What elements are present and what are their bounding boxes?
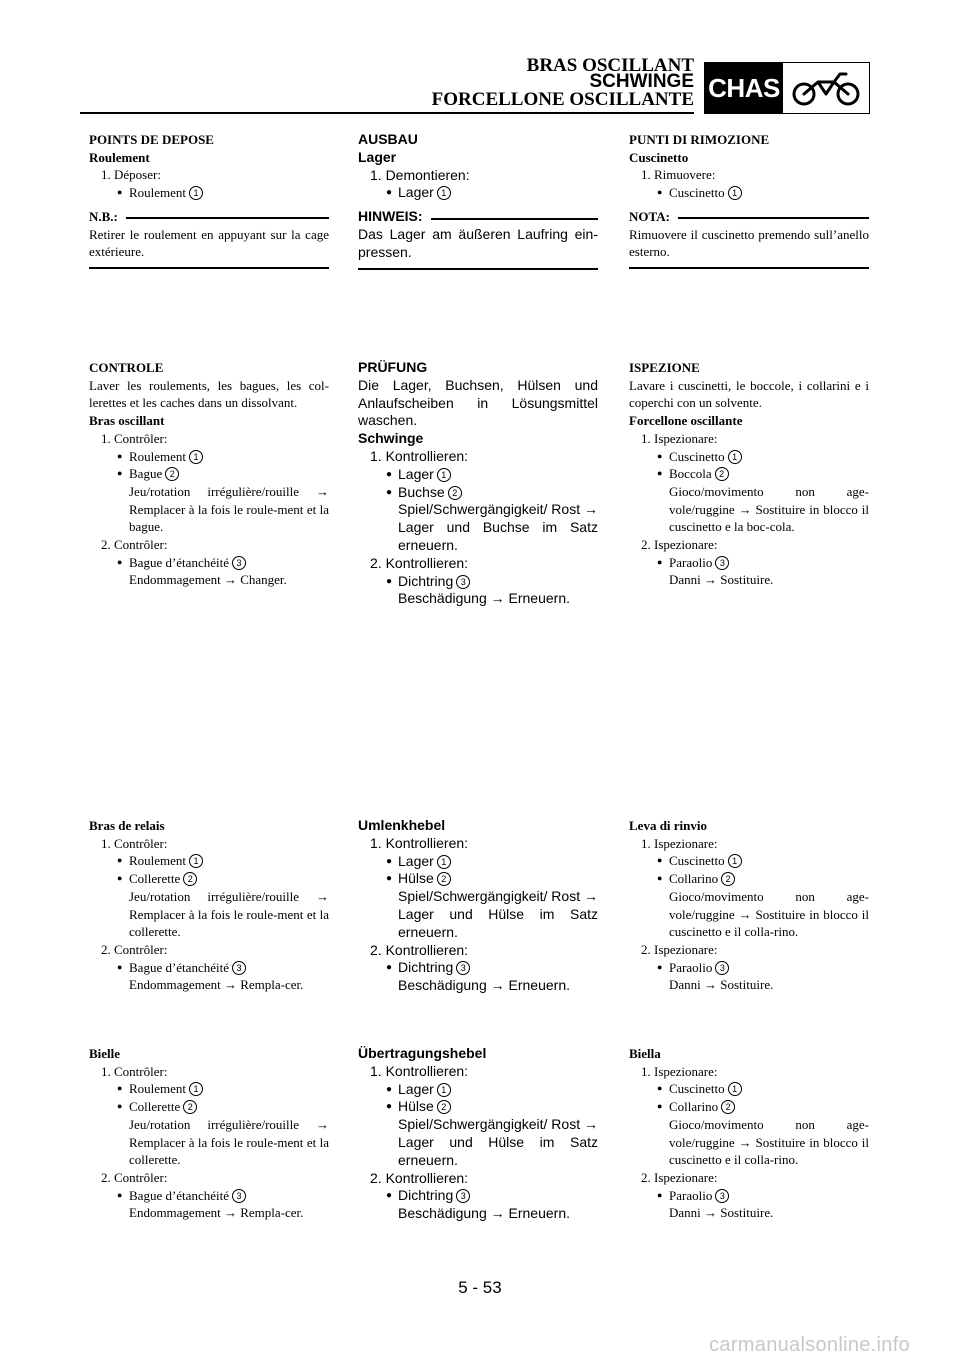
de-swingarm-title: Schwinge — [358, 430, 424, 447]
it-rod-item3: ● Paraolio 3 — [629, 1187, 869, 1205]
fr-rod-step1: 1. Contrôler: — [101, 1063, 168, 1079]
it-removal-section — [629, 131, 869, 269]
it-check-section — [629, 359, 869, 589]
fr-removal-section — [89, 131, 329, 269]
de-removal-title: AUSBAU — [358, 131, 418, 147]
it-relay-item2: ● Collarino 2 — [629, 870, 869, 888]
fr-rod-step2: 2. Contrôler: — [101, 1169, 168, 1185]
fr-swingarm-item3: ● Bague d’étanchéité 3 — [89, 554, 329, 572]
de-relay-desc1: Spiel/Schwergängigkeit/ Rost → Lager und Hülse im Satz erneuern. — [398, 888, 598, 940]
de-removal-item1: ● Lager 1 — [358, 184, 598, 202]
fr-rod-title: Bielle — [89, 1046, 121, 1061]
de-note-text: Das Lager am äußeren Laufring ein-pressen. — [358, 225, 598, 260]
it-removal-title: PUNTI DI RIMOZIONE — [629, 132, 770, 147]
fr-relay-step2: 2. Contrôler: — [101, 941, 168, 957]
de-removal-sub: Lager — [358, 148, 397, 165]
de-relay-step1: 1. Kontrollieren: — [370, 834, 469, 851]
de-note-label: HINWEIS: — [358, 208, 423, 225]
de-relay-title: Umlenkhebel — [358, 817, 446, 833]
fr-note-label: N.B.: — [89, 208, 118, 224]
de-relay-desc2: Beschädigung → Erneuern. — [398, 977, 570, 994]
de-rod-step2: 2. Kontrollieren: — [370, 1169, 469, 1186]
it-relay-desc1: Gioco/movimento non age-vole/ruggine → Sostituire in blocco il cuscinetto e il colla-rino. — [669, 888, 869, 940]
it-swingarm-title: Forcellone oscillante — [629, 413, 743, 429]
it-check-title: ISPEZIONE — [629, 360, 700, 375]
fr-rod-item3: ● Bague d’étanchéité 3 — [89, 1187, 329, 1205]
it-swingarm-step1: 1. Ispezionare: — [641, 430, 718, 446]
fr-check-section — [89, 359, 329, 589]
page-header — [380, 50, 870, 120]
de-rod-item3: ● Dichtring 3 — [358, 1187, 598, 1205]
fr-relay-desc1: Jeu/rotation irrégulière/rouille → Remplacer à la fois le roule-ment et la collerette. — [129, 888, 329, 940]
it-rod-title: Biella — [629, 1046, 661, 1061]
it-check-intro: Lavare i cuscinetti, le boccole, i collarini e i coperchi con un solvente. — [629, 377, 869, 411]
it-swingarm-step2: 2. Ispezionare: — [641, 537, 718, 553]
de-removal-section — [358, 131, 598, 270]
de-swingarm-desc1: Spiel/Schwergängigkeit/ Rost → Lager und Buchse im Satz erneuern. — [398, 501, 598, 553]
it-rod-desc2: Danni → Sostituire. — [669, 1205, 774, 1221]
de-swingarm-item3: ● Dichtring 3 — [358, 573, 598, 591]
de-check-intro: Die Lager, Buchsen, Hülsen und Anlaufscheiben in Lösungsmittel waschen. — [358, 376, 598, 429]
fr-rod-section — [89, 1045, 329, 1222]
it-rod-desc1: Gioco/movimento non age-vole/ruggine → Sostituire in blocco il cuscinetto e il colla-rino. — [669, 1116, 869, 1168]
fr-swingarm-desc1: Jeu/rotation irrégulière/rouille → Remplacer à la fois le roule-ment et la bague. — [129, 483, 329, 535]
it-relay-item1: ● Cuscinetto 1 — [629, 852, 869, 870]
it-swingarm-item2: ● Boccola 2 — [629, 465, 869, 483]
fr-rod-desc2: Endommagement → Rempla-cer. — [129, 1205, 304, 1221]
de-swingarm-step1: 1. Kontrollieren: — [370, 447, 469, 464]
it-relay-item3: ● Paraolio 3 — [629, 959, 869, 977]
it-rod-item2: ● Collarino 2 — [629, 1098, 869, 1116]
fr-swingarm-title: Bras oscillant — [89, 413, 165, 429]
de-rod-desc2: Beschädigung → Erneuern. — [398, 1205, 570, 1222]
it-removal-step1: 1. Rimuovere: — [641, 167, 716, 183]
fr-swingarm-step1: 1. Contrôler: — [101, 430, 168, 446]
title-it: FORCELLONE OSCILLANTE — [431, 89, 694, 110]
de-rod-item2: ● Hülse 2 — [358, 1098, 598, 1116]
fr-rod-item2: ● Collerette 2 — [89, 1098, 329, 1116]
it-relay-desc2: Danni → Sostituire. — [669, 977, 774, 993]
it-removal-sub: Cuscinetto — [629, 149, 689, 165]
it-swingarm-desc2: Danni → Sostituire. — [669, 572, 774, 588]
de-relay-item3: ● Dichtring 3 — [358, 959, 598, 977]
it-removal-item1: ● Cuscinetto 1 — [629, 184, 869, 202]
de-removal-step1: 1. Demontieren: — [370, 166, 470, 183]
it-relay-step1: 1. Ispezionare: — [641, 835, 718, 851]
fr-rod-desc1: Jeu/rotation irrégulière/rouille → Remplacer à la fois le roule-ment et la collerette. — [129, 1116, 329, 1168]
fr-relay-step1: 1. Contrôler: — [101, 835, 168, 851]
it-relay-section — [629, 817, 869, 994]
fr-relay-desc2: Endommagement → Rempla-cer. — [129, 977, 304, 993]
it-rod-step1: 1. Ispezionare: — [641, 1063, 718, 1079]
fr-relay-item2: ● Collerette 2 — [89, 870, 329, 888]
fr-relay-title: Bras de relais — [89, 818, 165, 833]
de-swingarm-item2: ● Buchse 2 — [358, 484, 598, 502]
it-relay-title: Leva di rinvio — [629, 818, 708, 833]
it-swingarm-item3: ● Paraolio 3 — [629, 554, 869, 572]
de-rod-item1: ● Lager 1 — [358, 1081, 598, 1099]
de-check-title: PRÜFUNG — [358, 359, 428, 375]
section-badge — [704, 62, 870, 114]
de-relay-item1: ● Lager 1 — [358, 853, 598, 871]
title-fr: BRAS OSCILLANT — [526, 55, 694, 76]
fr-note — [89, 208, 329, 269]
de-relay-step2: 2. Kontrollieren: — [370, 941, 469, 958]
fr-relay-section — [89, 817, 329, 994]
it-swingarm-item1: ● Cuscinetto 1 — [629, 448, 869, 466]
de-rod-desc1: Spiel/Schwergängigkeit/ Rost → Lager und Hülse im Satz erneuern. — [398, 1116, 598, 1168]
fr-swingarm-desc2: Endommagement → Changer. — [129, 572, 287, 588]
de-relay-section — [358, 817, 598, 995]
it-note-text: Rimuovere il cuscinetto premendo sull’anello esterno. — [629, 226, 869, 260]
watermark[interactable]: carmanualsonline.info — [709, 1334, 910, 1356]
fr-rod-item1: ● Roulement 1 — [89, 1080, 329, 1098]
it-note — [629, 208, 869, 269]
fr-check-intro: Laver les roulements, les bagues, les col-lerettes et les caches dans un dissolvant. — [89, 377, 329, 411]
page-number: 5 - 53 — [458, 1278, 502, 1297]
it-rod-step2: 2. Ispezionare: — [641, 1169, 718, 1185]
it-note-label: NOTA: — [629, 208, 670, 224]
fr-removal-title: POINTS DE DEPOSE — [89, 132, 214, 147]
it-rod-section — [629, 1045, 869, 1222]
de-swingarm-item1: ● Lager 1 — [358, 466, 598, 484]
de-rod-title: Übertragungshebel — [358, 1045, 487, 1061]
it-swingarm-desc1: Gioco/movimento non age-vole/ruggine → Sostituire in blocco il cuscinetto e la boc-cola. — [669, 483, 869, 535]
de-relay-item2: ● Hülse 2 — [358, 870, 598, 888]
it-relay-step2: 2. Ispezionare: — [641, 941, 718, 957]
de-swingarm-step2: 2. Kontrollieren: — [370, 554, 469, 571]
header-rule — [80, 112, 694, 114]
fr-swingarm-item2: ● Bague 2 — [89, 465, 329, 483]
motorcycle-icon — [783, 63, 869, 113]
de-rod-section — [358, 1045, 598, 1223]
fr-relay-item1: ● Roulement 1 — [89, 852, 329, 870]
de-note — [358, 208, 598, 269]
section-badge-label: CHAS — [705, 63, 783, 113]
fr-swingarm-item1: ● Roulement 1 — [89, 448, 329, 466]
fr-relay-item3: ● Bague d’étanchéité 3 — [89, 959, 329, 977]
fr-removal-step1: 1. Déposer: — [101, 167, 161, 183]
fr-check-title: CONTROLE — [89, 360, 164, 375]
fr-note-text: Retirer le roulement en appuyant sur la cage extérieure. — [89, 226, 329, 260]
de-rod-step1: 1. Kontrollieren: — [370, 1062, 469, 1079]
de-check-section — [358, 359, 598, 608]
fr-swingarm-step2: 2. Contrôler: — [101, 537, 168, 553]
fr-removal-sub: Roulement — [89, 149, 150, 165]
fr-removal-item1: ● Roulement 1 — [89, 184, 329, 202]
it-rod-item1: ● Cuscinetto 1 — [629, 1080, 869, 1098]
title-de: SCHWINGE — [589, 71, 694, 92]
de-swingarm-desc2: Beschädigung → Erneuern. — [398, 590, 570, 607]
